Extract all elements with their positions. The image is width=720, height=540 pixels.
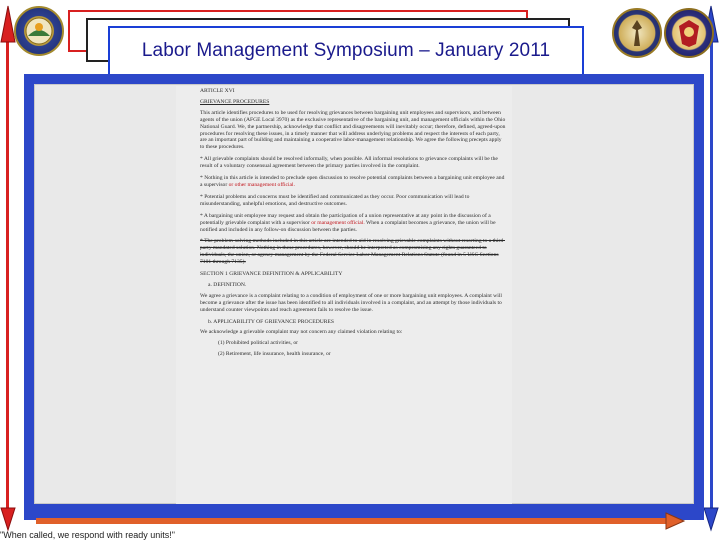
right-arrow-head-bottom [703, 506, 719, 532]
precept-1: * All grievable complaints should be resolved informally, when possible. All informal resolutions to grievance complaints will be the result of a voluntary consensual agreement between the primary parties involved in the complaint. [200, 156, 498, 170]
article-heading: GRIEVANCE PROCEDURES [200, 98, 270, 105]
definition-paragraph: We agree a grievance is a complaint relating to a condition of employment of one or more bargaining unit employees. A complaint will become a grievance after the issue has been identified to all individuals involved in a complaint, and an attempt by those individuals to understand counter viewpoints and reach agreement fails to resolve the issue. [200, 292, 502, 313]
bottom-arrow-head [664, 511, 686, 531]
army-guard-seal-icon [664, 8, 714, 58]
document-text [200, 88, 506, 362]
article-number: ARTICLE XVI [200, 88, 235, 94]
precept-2-insert: or other management official. [228, 181, 295, 188]
precept-3: * Potential problems and concerns must be identified and communicated as they occur. Poor communication will lead to misunderstanding, unhelpful emotions, and destructive outcomes. [200, 193, 470, 207]
bottom-orange-bar [36, 518, 672, 524]
subsection-b-heading: b. APPLICABILITY OF GRIEVANCE PROCEDURES [208, 318, 335, 325]
applicability-paragraph: We acknowledge a grievable complaint may not concern any claimed violation relating to: [200, 329, 403, 336]
precept-4 [200, 213, 506, 234]
left-arrow-head-bottom [0, 506, 16, 532]
precept-4-insert: or management official. [311, 219, 365, 226]
ohio-seal-icon [14, 6, 64, 56]
precept-2-text: * Nothing in this article is intended to preclude open discussion to resolve potential complaints between a bargaining unit employee and a supervisor [200, 175, 505, 188]
precept-5-struck: * The problem-solving methods included in this article are intended to aid in resolving grievable complaints without resorting to a third-party mandated solution. Nothing in these procedures, however, should be interpreted as compromising any rights guaranteed to individuals, the union, or agency management by the Federal Service Labor Management Relations Statute (found in 5 USC Sections 7101 through 7135). [200, 238, 505, 266]
national-guard-seal-icon [612, 8, 662, 58]
left-arrow-head-top [0, 4, 16, 44]
list-item-1: (1) Prohibited political activities, or [218, 340, 299, 347]
precept-4-text: * A bargaining unit employee may request and obtain the participation of a union representative at any point in the discussion of a potentially grievable complaint with a supervisor [200, 212, 491, 226]
subsection-a-heading: a. DEFINITION. [208, 281, 247, 288]
precept-4-cont: When a complaint becomes a grievance, the union will be notified and included in any follow-on discussion between the parties. [200, 219, 496, 233]
precept-2 [200, 175, 506, 189]
section-1-heading: SECTION 1 GRIEVANCE DEFINITION & APPLICABILITY [200, 271, 343, 278]
left-red-arrow [6, 40, 9, 520]
slide-title: Labor Management Symposium – January 2011 [141, 40, 551, 61]
footer-tagline: "When called, we respond with ready units!" [0, 530, 175, 540]
right-blue-arrow [710, 40, 713, 520]
title-box [108, 26, 584, 76]
list-item-2: (2) Retirement, life insurance, health insurance, or [218, 351, 331, 358]
intro-paragraph: This article identifies procedures to be used for resolving grievances between bargaining unit employees and supervisors, and between agents of the union (AFGE Local 3970) as the exclusive representative of the bargaining unit, and management officials within the Ohio National Guard. We, the partnership, acknowledge that conflict and disagreements will inevitably occur; therefore, defined, agreed-upon procedures for resolving these issues, in a timely manner that will address underlying problems and respect the interests of each party, are an important part of building and maintaining a cooperative labor-management relationship. We agree the following precepts apply to these procedures. [200, 109, 506, 151]
